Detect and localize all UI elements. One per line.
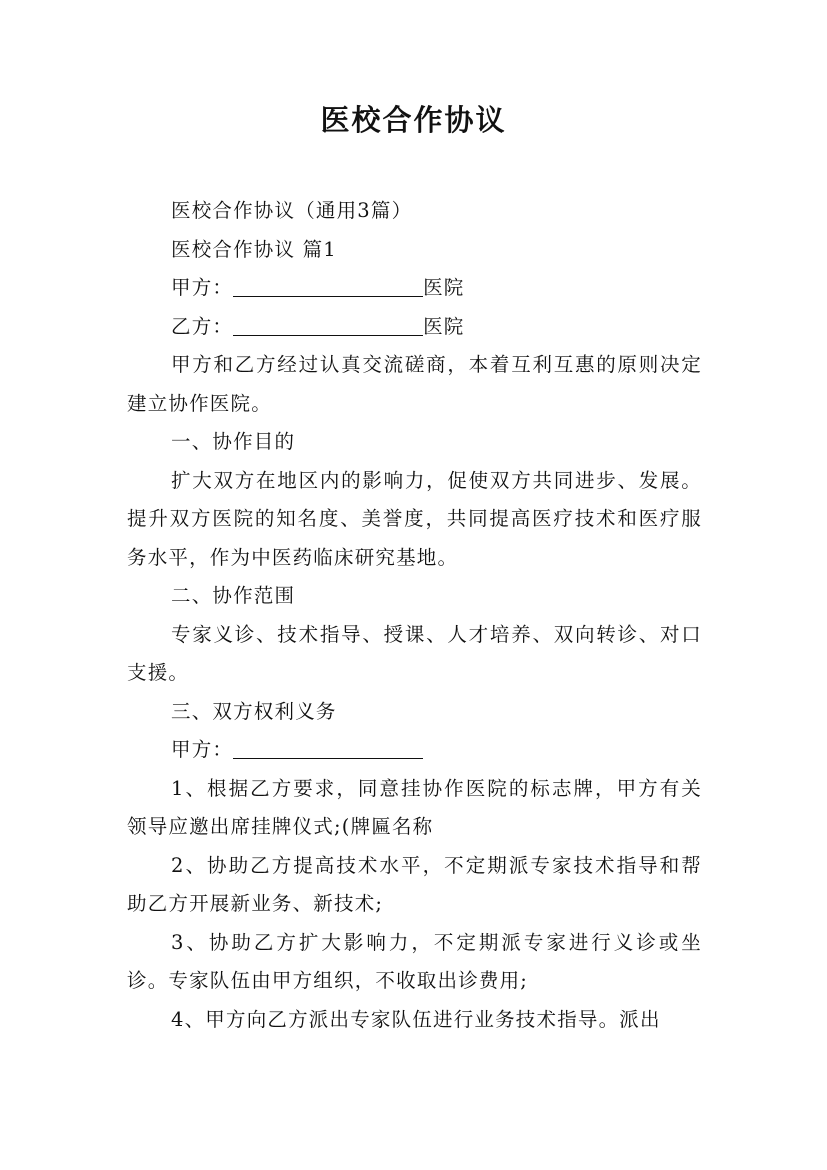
document-title: 医校合作协议 [320,103,507,137]
document-body [127,192,702,1039]
item-4: 4、甲方向乙方派出专家队伍进行业务技术指导。派出 [171,1007,661,1031]
intro-paragraph: 甲方和乙方经过认真交流磋商，本着互利互惠的原则决定建立协作医院。 [127,353,702,415]
item-2: 2、协助乙方提高技术水平，不定期派专家技术指导和帮助乙方开展新业务、新技术; [127,853,702,915]
party-b-label: 乙方： [171,314,234,338]
item-3: 3、协助乙方扩大影响力，不定期派专家进行义诊或坐诊。专家队伍由甲方组织，不收取出诊费用; [127,930,702,992]
party-a-blank [233,276,423,297]
section2-paragraph: 专家义诊、技术指导、授课、人才培养、双向转诊、对口支援。 [127,622,702,684]
party-a-label: 甲方： [171,276,234,299]
party-a-line [127,269,702,308]
chapter-heading: 医校合作协议 篇1 [171,237,337,261]
party-a-blank-2 [233,738,423,759]
party-b-blank [233,315,423,336]
party-b-line [127,308,702,347]
party-a-suffix: 医院 [423,276,465,299]
item-1: 1、根据乙方要求，同意挂协作医院的标志牌，甲方有关领导应邀出席挂牌仪式;(牌匾名称 [127,776,702,838]
section2-heading: 二、协作范围 [171,584,296,607]
party-a-label-2: 甲方： [171,738,234,761]
section1-paragraph: 扩大双方在地区内的影响力，促使双方共同进步、发展。提升双方医院的知名度、美誉度，共同提高医疗技术和医疗服务水平，作为中医药临床研究基地。 [127,468,702,569]
section1-heading: 一、协作目的 [171,430,296,453]
party-a-line-2 [127,731,702,770]
party-b-suffix: 医院 [423,314,465,338]
document-subtitle: 医校合作协议（通用3篇） [171,199,413,222]
section3-heading: 三、双方权利义务 [171,699,337,723]
